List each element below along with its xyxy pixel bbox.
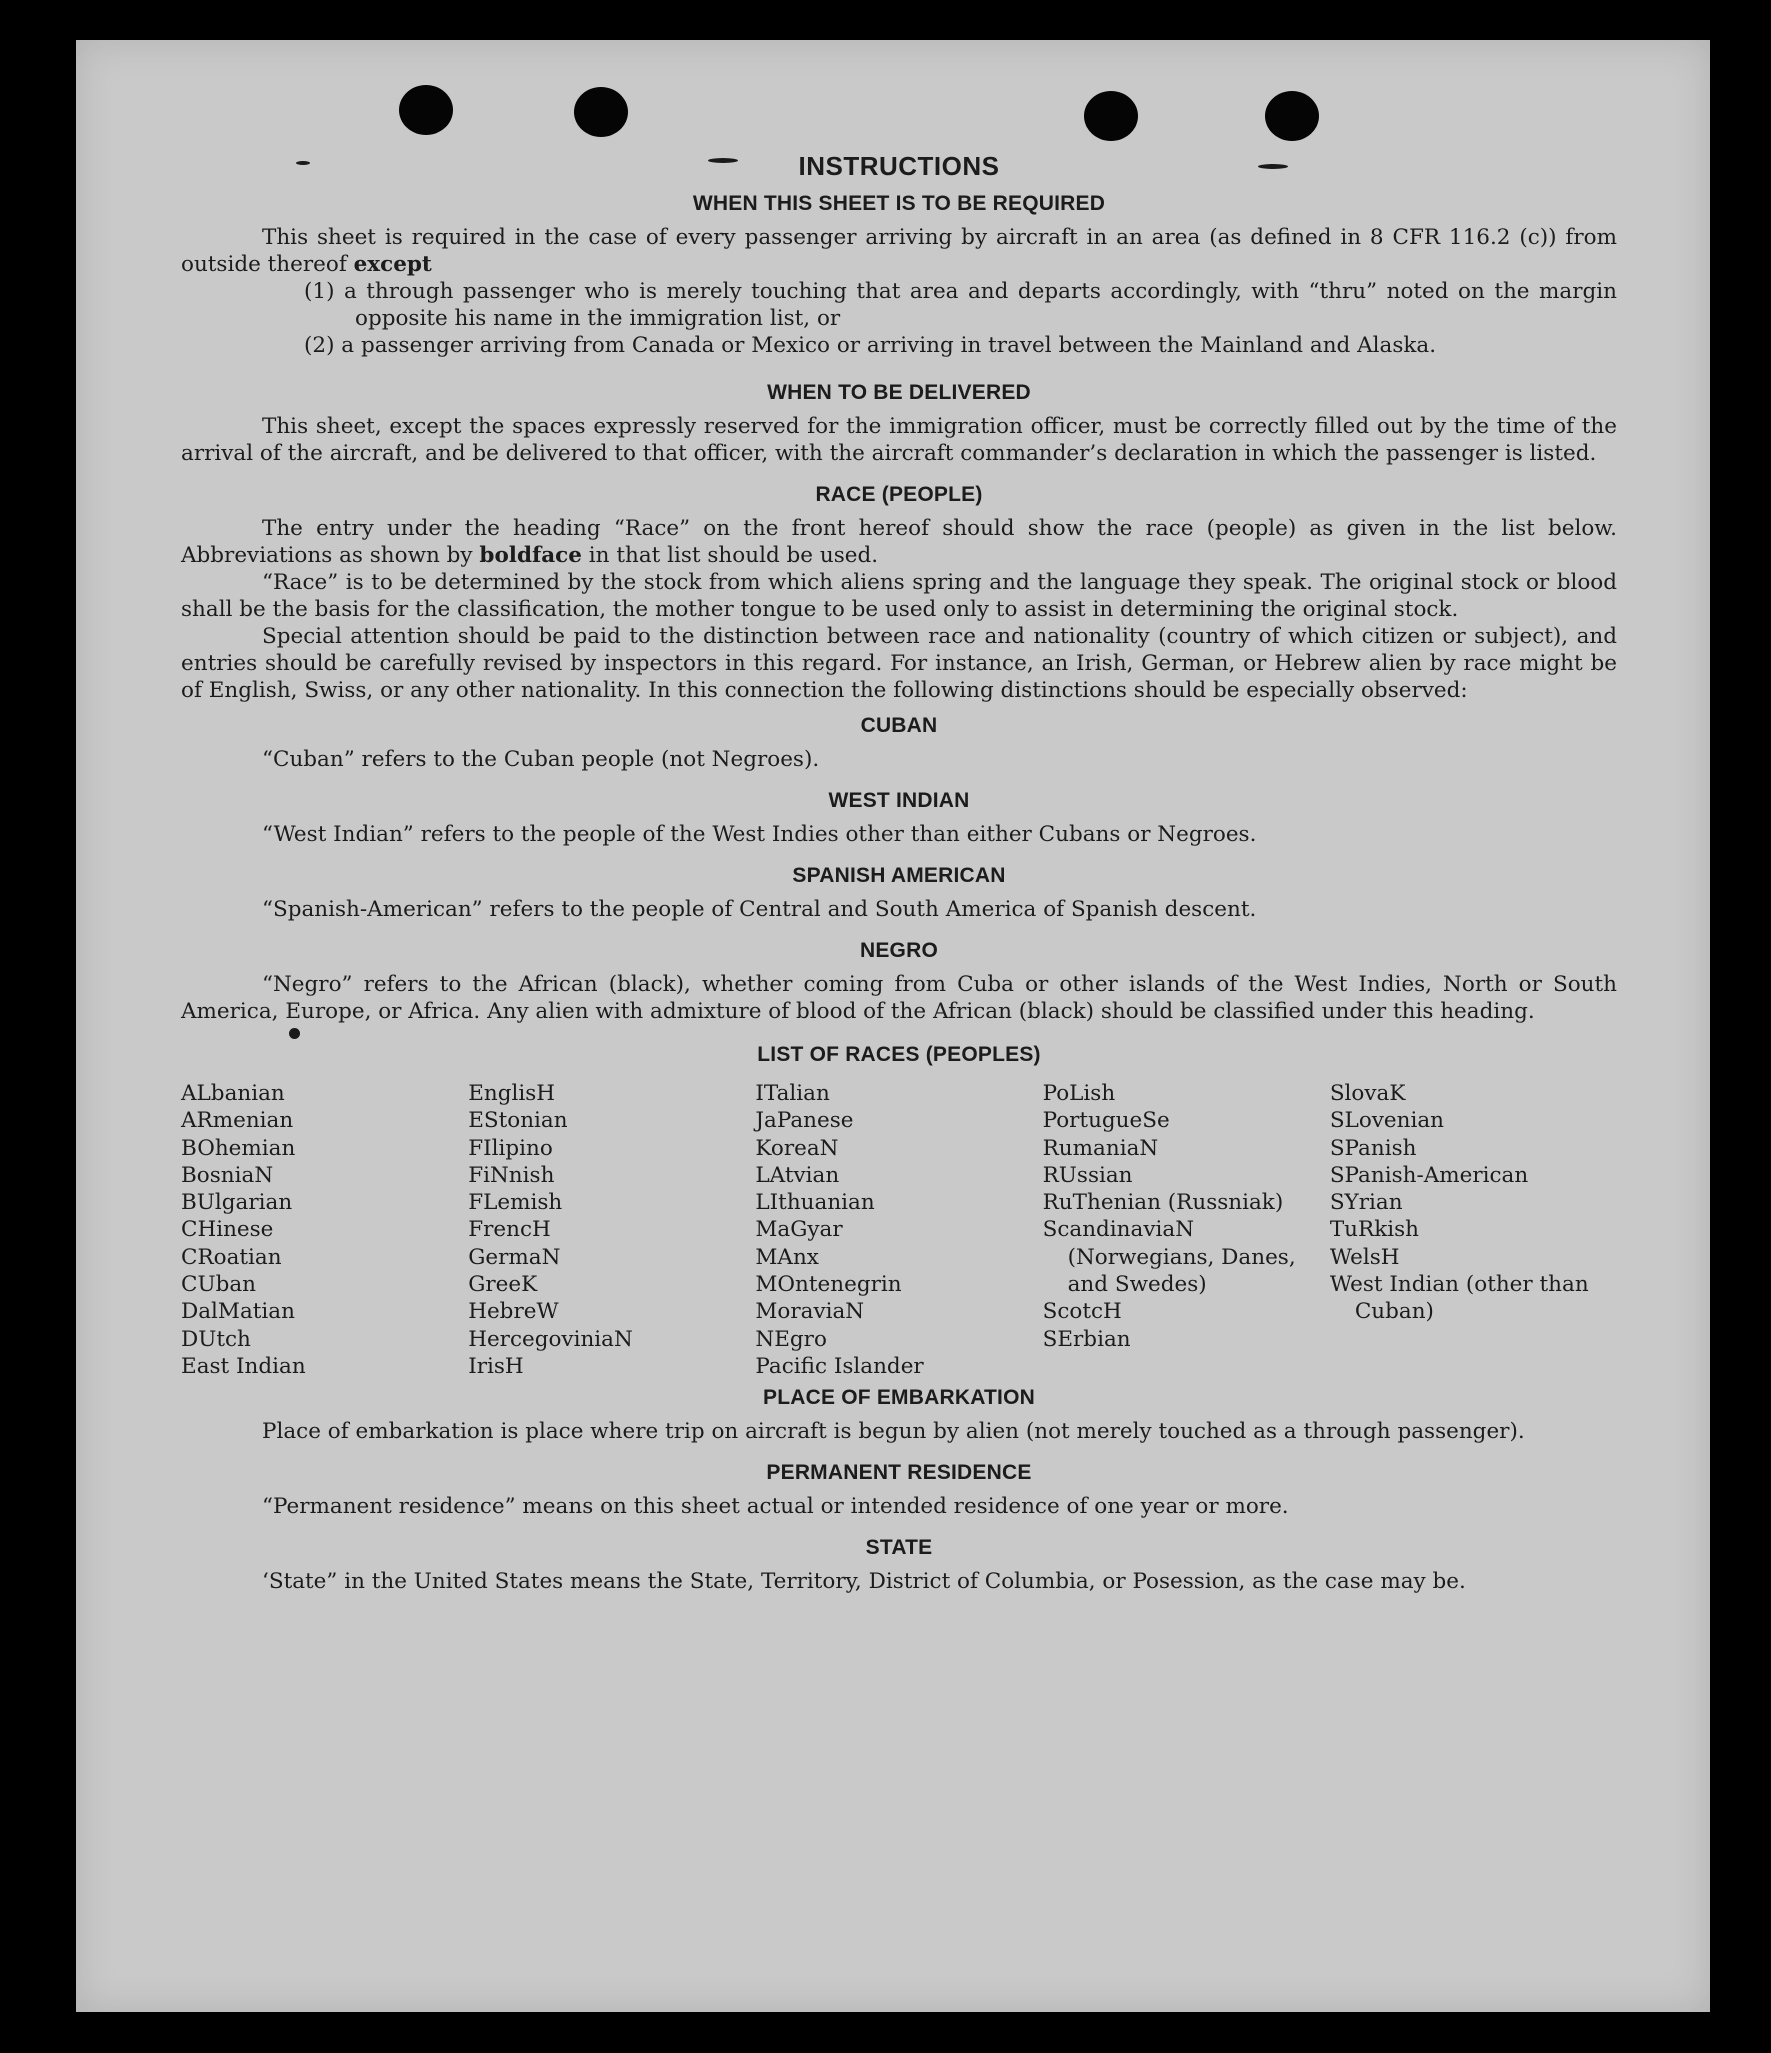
section-text: “Race” is to be determined by the stock from which aliens spring and the language they speak. The original stock or blood shall be the basis for the classification, the mother tongue to be used only to assist in determining the original stock. (181, 570, 1617, 622)
punch-hole (1084, 91, 1138, 141)
section-heading: SPANISH AMERICAN (792, 864, 1006, 887)
race-entry: DUtch (181, 1326, 251, 1352)
section-text: “Permanent residence” means on this sheet actual or intended residence of one year or more. (262, 1494, 1289, 1520)
race-entry: WelsH (1329, 1244, 1400, 1270)
races-list (181, 1080, 1617, 1380)
race-entry: JaPanese (755, 1108, 854, 1134)
section-heading: LIST OF RACES (PEOPLES) (757, 1043, 1041, 1066)
list-item: (2) a passenger arriving from Canada or Mexico or arriving in travel between the Mainland and Alaska. (304, 333, 1437, 358)
race-entry: FLemish (468, 1190, 563, 1216)
race-entry: EnglisH (468, 1081, 556, 1106)
section-text: This sheet is required in the case of every passenger arriving by aircraft in an area (as defined in 8 CFR 116.2 (c)) from outside thereof except (181, 225, 1617, 277)
race-entry: HebreW (468, 1299, 559, 1325)
race-entry: East Indian (181, 1353, 306, 1379)
races-column (1330, 1080, 1617, 1380)
race-entry: LAtvian (755, 1162, 840, 1188)
race-entry: ALbanian (181, 1081, 285, 1106)
race-entry: RumaniaN (1042, 1135, 1159, 1161)
section-text: “Negro” refers to the African (black), whether coming from Cuba or other islands of the West Indies, North or South America, Europe, or Africa. Any alien with admixture of blood of the African (black) should be classified under this heading. (181, 972, 1617, 1024)
race-entry: ARmenian (181, 1108, 294, 1134)
section-text: Special attention should be paid to the distinction between race and nationality (country of which citizen or subject), and entries should be carefully revised by inspectors in this regard. For instance, an Irish, German, or Hebrew alien by race might be of English, Swiss, or any other nationality. In this connection the following distinctions should be especially observed: (181, 624, 1617, 703)
race-entry: EStonian (468, 1108, 568, 1134)
document-page (76, 40, 1710, 2012)
race-entry: ScotcH (1042, 1299, 1122, 1325)
race-entry: LIthuanian (755, 1190, 875, 1216)
race-entry: NEgro (755, 1326, 827, 1352)
section-text: “Cuban” refers to the Cuban people (not Negroes). (262, 747, 820, 772)
race-entry: MoraviaN (755, 1299, 865, 1325)
section-text: This sheet, except the spaces expressly reserved for the immigration officer, must be correctly filled out by the time of the arrival of the aircraft, and be delivered to that officer, with the aircraft commander’s declaration in which the passenger is listed. (181, 414, 1617, 466)
section-text: Place of embarkation is place where trip on aircraft is begun by alien (not merely touched as a through passenger). (262, 1419, 1525, 1445)
races-column (1043, 1080, 1330, 1380)
races-column (468, 1080, 755, 1380)
race-entry: ITalian (755, 1081, 830, 1106)
race-entry: West Indian (other than Cuban) (1329, 1272, 1589, 1325)
section-heading: CUBAN (860, 714, 938, 737)
race-entry: BOhemian (181, 1135, 296, 1161)
page-title: INSTRUCTIONS (798, 151, 1000, 181)
section-heading: STATE (865, 1536, 933, 1560)
race-entry: MaGyar (755, 1217, 843, 1243)
races-column (755, 1080, 1042, 1380)
section-heading: NEGRO (859, 939, 938, 962)
race-entry: BosniaN (181, 1162, 274, 1188)
race-entry: ScandinaviaN (Norwegians, Danes, and Swedes) (1042, 1217, 1296, 1298)
race-entry: GreeK (468, 1272, 538, 1298)
race-entry: SYrian (1329, 1190, 1403, 1216)
section-heading: PERMANENT RESIDENCE (766, 1461, 1032, 1485)
race-entry: MOntenegrin (755, 1272, 902, 1298)
instructions-content (181, 153, 1617, 1595)
section-heading: WHEN THIS SHEET IS TO BE REQUIRED (692, 192, 1106, 215)
punch-hole (574, 87, 628, 137)
race-entry: SLovenian (1329, 1108, 1445, 1134)
race-entry: SPanish (1329, 1135, 1417, 1161)
race-entry: PoLish (1042, 1081, 1116, 1106)
race-entry: CHinese (181, 1217, 274, 1243)
race-entry: RuThenian (Russniak) (1042, 1190, 1284, 1216)
race-entry: TuRkish (1329, 1217, 1419, 1243)
race-entry: SlovaK (1329, 1081, 1406, 1106)
race-entry: KoreaN (755, 1135, 839, 1161)
race-entry: FIlipino (468, 1135, 553, 1161)
race-entry: RUssian (1042, 1162, 1133, 1188)
section-text: “West Indian” refers to the people of the West Indies other than either Cubans or Negroes. (262, 822, 1257, 847)
list-item: (1) a through passenger who is merely touching that area and departs accordingly, with “thru” noted on the margin opposite his name in the immigration list, or (304, 279, 1617, 331)
section-heading: WHEN TO BE DELIVERED (767, 381, 1031, 404)
races-column (181, 1080, 468, 1380)
punch-hole (1265, 91, 1319, 141)
punch-hole (399, 85, 453, 135)
race-entry: FiNnish (468, 1162, 555, 1188)
section-heading: RACE (PEOPLE) (815, 483, 983, 506)
race-entry: CUban (181, 1272, 256, 1298)
section-heading: PLACE OF EMBARKATION (763, 1386, 1035, 1410)
section-text: The entry under the heading “Race” on the front hereof should show the race (people) as given in the list below. Abbreviations as shown by boldface in that list should be used. (181, 516, 1617, 568)
race-entry: GermaN (468, 1244, 561, 1270)
race-entry: IrisH (468, 1353, 524, 1379)
section-text: ‘State” in the United States means the State, Territory, District of Columbia, or Posession, as the case may be. (262, 1569, 1466, 1595)
race-entry: SPanish-American (1329, 1162, 1529, 1188)
race-entry: MAnx (755, 1244, 819, 1270)
race-entry: BUlgarian (181, 1190, 293, 1216)
race-entry: DalMatian (181, 1299, 295, 1325)
section-text: “Spanish-American” refers to the people of Central and South America of Spanish descent. (262, 897, 1257, 922)
race-entry: HercegoviniaN (468, 1326, 633, 1352)
race-entry: Pacific Islander (755, 1353, 924, 1379)
race-entry: SErbian (1042, 1326, 1131, 1352)
section-heading: WEST INDIAN (828, 789, 970, 812)
race-entry: PortugueSe (1042, 1108, 1170, 1134)
race-entry: CRoatian (181, 1244, 282, 1270)
race-entry: FrencH (468, 1217, 551, 1243)
